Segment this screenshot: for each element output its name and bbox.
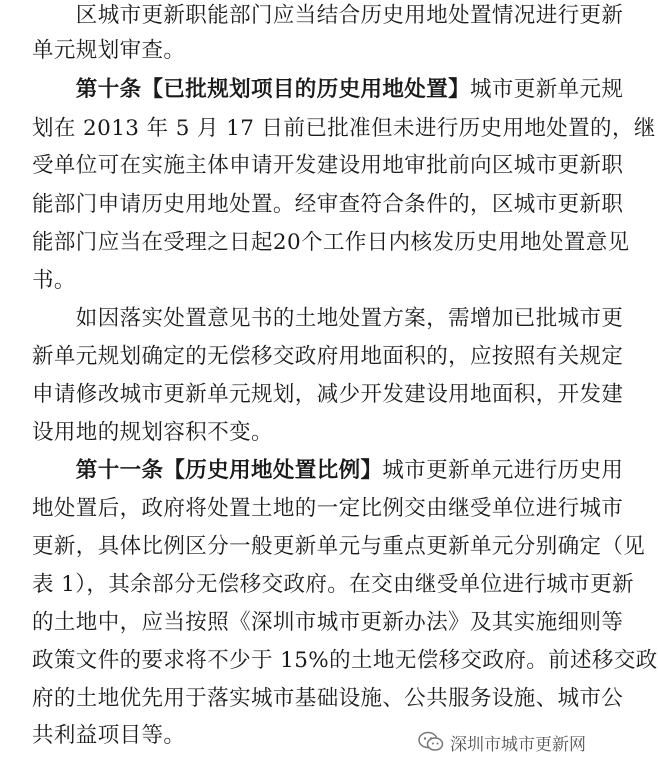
text-line: 设用地的规划容积不变。 [32,420,273,445]
text-line: 共利益项目等。 [32,723,186,748]
article-10-first-line [32,76,624,104]
wechat-icon [418,731,444,753]
text-line: 如因落实处置意见书的土地处置方案，需增加已批城市更 [32,306,624,331]
article-11-heading: 第十一条【历史用地处置比例】 [32,458,383,483]
article-11-first-line [32,457,624,485]
text-line: 府的土地优先用于落实城市基础设施、公共服务设施、城市公 [32,686,624,711]
text-line: 更新，具体比例区分一般更新单元与重点更新单元分别确定（见 [32,534,646,559]
watermark [418,727,586,757]
text-run: 城市更新单元规 [470,77,624,102]
text-line: 的土地中，应当按照《深圳市城市更新办法》及其实施细则等 [32,610,624,635]
text-line: 新单元规划确定的无偿移交政府用地面积的，应按照有关规定 [32,344,624,369]
text-line: 区城市更新职能部门应当结合历史用地处置情况进行更新 [32,3,624,28]
text-line: 划在 2013 年 5 月 17 日前已批准但未进行历史用地处置的，继 [32,116,656,141]
text-line: 能部门应当在受理之日起20个工作日内核发历史用地处置意见 [32,230,630,255]
text-line: 申请修改城市更新单元规划，减少开发建设用地面积，开发建 [32,382,624,407]
text-line: 能部门申请历史用地处置。经审查符合条件的，区城市更新职 [32,192,624,217]
article-10-heading: 第十条【已批规划项目的历史用地处置】 [32,77,471,102]
text-line: 单元规划审查。 [32,38,186,63]
text-run: 城市更新单元进行历史用 [382,458,624,483]
watermark-text: 深圳市城市更新网 [450,734,586,755]
text-line: 地处置后，政府将处置土地的一定比例交由继受单位进行城市 [32,496,624,521]
text-line: 书。 [32,268,76,293]
text-line: 政策文件的要求将不少于 15%的土地无偿移交政府。前述移交政 [32,648,658,673]
text-line: 受单位可在实施主体申请开发建设用地审批前向区城市更新职 [32,153,624,178]
text-line: 表 1），其余部分无偿移交政府。在交由继受单位进行城市更新 [32,572,634,597]
